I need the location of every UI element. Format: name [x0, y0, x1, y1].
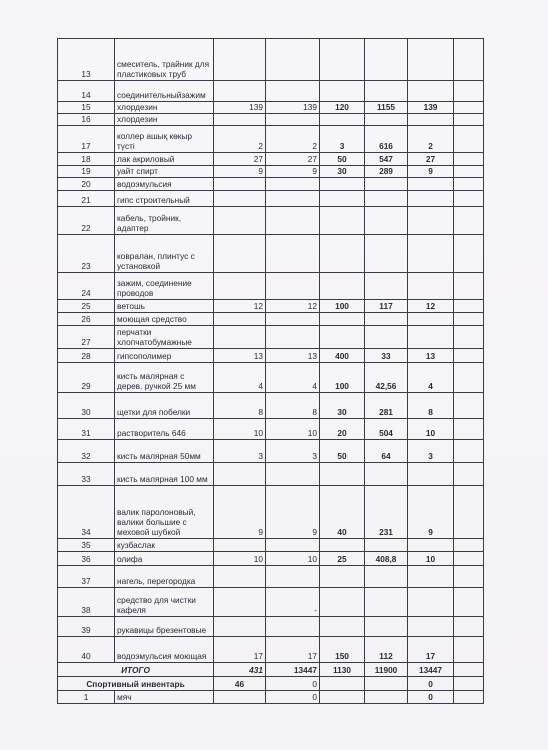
quantity-start: 8 [214, 393, 266, 419]
quantity-start: 139 [214, 102, 266, 114]
price: 30 [320, 166, 365, 178]
row-number: 25 [58, 300, 115, 313]
sum: 33 [365, 349, 408, 363]
sum [365, 178, 408, 191]
sum: 547 [365, 153, 408, 166]
row-number: 27 [58, 326, 115, 349]
table-row [58, 463, 484, 486]
table-row [58, 273, 484, 300]
item-name: олифа [115, 552, 214, 566]
item-name: валик паролоновый, валики большие с меховой шубкой [115, 486, 214, 539]
quantity-end: 4 [266, 363, 320, 393]
row-number: 21 [58, 191, 115, 207]
total-qty: 10 [408, 419, 454, 440]
quantity-start: 9 [214, 486, 266, 539]
price: 100 [320, 363, 365, 393]
item-name: щетки для побелки [115, 393, 214, 419]
item-name: кисть малярная 50мм [115, 440, 214, 463]
total-qty [408, 207, 454, 235]
quantity-end: 139 [266, 102, 320, 114]
quantity-start [214, 191, 266, 207]
quantity-start: 27 [214, 153, 266, 166]
sum: 64 [365, 440, 408, 463]
price [320, 588, 365, 617]
price: 50 [320, 440, 365, 463]
price: 30 [320, 393, 365, 419]
table-row [58, 166, 484, 178]
table-row [58, 126, 484, 153]
total-qty [408, 191, 454, 207]
empty-cell [454, 419, 484, 440]
section-row [58, 677, 484, 691]
table-row [58, 81, 484, 102]
empty-cell [454, 463, 484, 486]
sum [365, 617, 408, 637]
total-qty [408, 313, 454, 326]
price [320, 235, 365, 273]
empty-cell [320, 691, 365, 704]
sum: 42,56 [365, 363, 408, 393]
table-row [58, 637, 484, 663]
item-name: соединительныйзажим [115, 81, 214, 102]
table-row [58, 419, 484, 440]
empty-cell [454, 39, 484, 81]
item-name: гипс строительный [115, 191, 214, 207]
item-name: лак акриловый [115, 153, 214, 166]
total-label: ИТОГО [58, 663, 214, 677]
quantity-start: 12 [214, 300, 266, 313]
price: 150 [320, 637, 365, 663]
section-label: Спортивный инвентарь [58, 677, 214, 691]
row-number: 31 [58, 419, 115, 440]
price: 3 [320, 126, 365, 153]
empty-cell [454, 539, 484, 552]
table-row [58, 617, 484, 637]
price [320, 313, 365, 326]
total-row [58, 663, 484, 677]
table-row [58, 539, 484, 552]
total-qty: 10 [408, 552, 454, 566]
quantity-end: 9 [266, 486, 320, 539]
item-name: кисть малярная с дерев. ручкой 25 мм [115, 363, 214, 393]
item-name: моющая средство [115, 313, 214, 326]
item-name: хлордезин [115, 102, 214, 114]
total-qty [408, 114, 454, 126]
total-qty: 12 [408, 300, 454, 313]
total-qty [408, 178, 454, 191]
price: 25 [320, 552, 365, 566]
sum [365, 539, 408, 552]
table-body [58, 39, 484, 704]
row-number: 40 [58, 637, 115, 663]
empty-cell [454, 114, 484, 126]
sum: 112 [365, 637, 408, 663]
sum: 616 [365, 126, 408, 153]
item-name: кабель, тройник, адаптер [115, 207, 214, 235]
price: 20 [320, 419, 365, 440]
price [320, 617, 365, 637]
price: 50 [320, 153, 365, 166]
table-row [58, 153, 484, 166]
row-number: 28 [58, 349, 115, 363]
table-row [58, 440, 484, 463]
total-qty [408, 326, 454, 349]
table-row [58, 235, 484, 273]
total-qty [408, 617, 454, 637]
table-row [58, 39, 484, 81]
total-qty: 2 [408, 126, 454, 153]
quantity-end [266, 326, 320, 349]
total-qty: 3 [408, 440, 454, 463]
quantity-end: 0 [266, 691, 320, 704]
table-row [58, 393, 484, 419]
table-row [58, 349, 484, 363]
quantity-start [214, 114, 266, 126]
table-row [58, 114, 484, 126]
sum [365, 273, 408, 300]
quantity-start: 17 [214, 637, 266, 663]
total-qty: 13 [408, 349, 454, 363]
row-number: 17 [58, 126, 115, 153]
total-qty: 9 [408, 486, 454, 539]
price [320, 539, 365, 552]
item-name: средство для чистки кафеля [115, 588, 214, 617]
quantity-start: 2 [214, 126, 266, 153]
sum [365, 566, 408, 588]
table-row [58, 588, 484, 617]
total-quantity-start: 431 [214, 663, 266, 677]
price [320, 273, 365, 300]
quantity-end: 27 [266, 153, 320, 166]
item-name: хлордезин [115, 114, 214, 126]
empty-cell [454, 313, 484, 326]
sum [365, 81, 408, 102]
empty-cell [454, 191, 484, 207]
sum: 281 [365, 393, 408, 419]
sum [365, 191, 408, 207]
quantity-end: 8 [266, 393, 320, 419]
price [320, 178, 365, 191]
sum [365, 326, 408, 349]
table-row [58, 300, 484, 313]
row-number: 16 [58, 114, 115, 126]
empty-cell [454, 393, 484, 419]
item-name: рукавицы брезентовые [115, 617, 214, 637]
quantity-end: 17 [266, 637, 320, 663]
empty-cell [454, 588, 484, 617]
table-row [58, 178, 484, 191]
row-number: 29 [58, 363, 115, 393]
item-name: ветошь [115, 300, 214, 313]
quantity-end: 12 [266, 300, 320, 313]
sum: 408,8 [365, 552, 408, 566]
empty-cell [365, 691, 408, 704]
empty-cell [454, 486, 484, 539]
empty-cell [454, 81, 484, 102]
sum: 1155 [365, 102, 408, 114]
row-number: 15 [58, 102, 115, 114]
quantity-end [266, 191, 320, 207]
total-qty [408, 273, 454, 300]
total-qty [408, 39, 454, 81]
item-name: кузбаслак [115, 539, 214, 552]
empty-cell [454, 153, 484, 166]
item-name: гипсополимер [115, 349, 214, 363]
quantity-end [266, 81, 320, 102]
price: 400 [320, 349, 365, 363]
quantity-start [214, 588, 266, 617]
empty-cell [454, 349, 484, 363]
price [320, 81, 365, 102]
row-number: 33 [58, 463, 115, 486]
total-price: 1130 [320, 663, 365, 677]
empty-cell [454, 102, 484, 114]
item-name: ковралан, плинтус с установкой [115, 235, 214, 273]
sum [365, 114, 408, 126]
quantity-end: 9 [266, 166, 320, 178]
quantity-start: 10 [214, 552, 266, 566]
item-name: растворитель 646 [115, 419, 214, 440]
quantity-end [266, 463, 320, 486]
quantity-end: 13 [266, 349, 320, 363]
sum: 504 [365, 419, 408, 440]
total-qty: 9 [408, 166, 454, 178]
empty-cell [454, 566, 484, 588]
sum [365, 207, 408, 235]
quantity-end: 2 [266, 126, 320, 153]
total-qty [408, 539, 454, 552]
total-qty: 17 [408, 637, 454, 663]
row-number: 22 [58, 207, 115, 235]
row-number: 20 [58, 178, 115, 191]
table-row [58, 313, 484, 326]
quantity-start [214, 539, 266, 552]
item-name: зажим, соединение проводов [115, 273, 214, 300]
price: 100 [320, 300, 365, 313]
item-name: водоэмульсия моющая [115, 637, 214, 663]
empty-cell [214, 691, 266, 704]
total-qty [408, 566, 454, 588]
quantity-end [266, 566, 320, 588]
item-name: уайт спирт [115, 166, 214, 178]
row-number: 32 [58, 440, 115, 463]
empty-cell [454, 178, 484, 191]
row-number: 36 [58, 552, 115, 566]
empty-cell [365, 677, 408, 691]
item-name: кисть малярная 100 мм [115, 463, 214, 486]
quantity-start: 3 [214, 440, 266, 463]
row-number: 34 [58, 486, 115, 539]
quantity-end [266, 273, 320, 300]
sum: 289 [365, 166, 408, 178]
price [320, 566, 365, 588]
item-name: смеситель, трайник для пластиковых труб [115, 39, 214, 81]
price [320, 463, 365, 486]
row-number: 38 [58, 588, 115, 617]
empty-cell [454, 273, 484, 300]
section-quantity-end: 0 [266, 677, 320, 691]
table-row [58, 207, 484, 235]
quantity-start [214, 617, 266, 637]
inventory-table [57, 38, 484, 704]
quantity-start [214, 81, 266, 102]
quantity-start [214, 313, 266, 326]
table-row [58, 691, 484, 704]
empty-cell [454, 300, 484, 313]
quantity-start: 10 [214, 419, 266, 440]
total-sum: 11900 [365, 663, 408, 677]
price [320, 191, 365, 207]
sum: 231 [365, 486, 408, 539]
quantity-end: 10 [266, 552, 320, 566]
quantity-end: 10 [266, 419, 320, 440]
item-name: мяч [115, 691, 214, 704]
item-name: нагель, перегородка [115, 566, 214, 588]
sum [365, 463, 408, 486]
sum [365, 235, 408, 273]
empty-cell [454, 617, 484, 637]
empty-cell [454, 166, 484, 178]
sum [365, 39, 408, 81]
row-number: 39 [58, 617, 115, 637]
row-number: 19 [58, 166, 115, 178]
row-number: 30 [58, 393, 115, 419]
table-row [58, 363, 484, 393]
sum [365, 588, 408, 617]
quantity-end [266, 114, 320, 126]
empty-cell [454, 235, 484, 273]
quantity-end [266, 539, 320, 552]
empty-cell [454, 663, 484, 677]
table-row [58, 486, 484, 539]
quantity-start: 13 [214, 349, 266, 363]
total-qty [408, 463, 454, 486]
row-number: 26 [58, 313, 115, 326]
item-name: водоэмульсия [115, 178, 214, 191]
total-qty: 13447 [408, 663, 454, 677]
quantity-end: 3 [266, 440, 320, 463]
quantity-end [266, 617, 320, 637]
quantity-start: 9 [214, 166, 266, 178]
row-number: 1 [58, 691, 115, 704]
quantity-start [214, 207, 266, 235]
quantity-end [266, 178, 320, 191]
row-number: 24 [58, 273, 115, 300]
quantity-start: 4 [214, 363, 266, 393]
empty-cell [454, 326, 484, 349]
empty-cell [454, 207, 484, 235]
empty-cell [454, 363, 484, 393]
item-name: перчатки хлопчатобумажные [115, 326, 214, 349]
price: 40 [320, 486, 365, 539]
row-number: 35 [58, 539, 115, 552]
table-row [58, 102, 484, 114]
total-qty: 139 [408, 102, 454, 114]
row-number: 37 [58, 566, 115, 588]
price [320, 207, 365, 235]
total-qty [408, 81, 454, 102]
item-name: коллер ашық көкыр түсті [115, 126, 214, 153]
sum [365, 313, 408, 326]
empty-cell [454, 552, 484, 566]
quantity-start [214, 273, 266, 300]
quantity-end: - [266, 588, 320, 617]
table-row [58, 326, 484, 349]
price [320, 114, 365, 126]
quantity-end [266, 313, 320, 326]
price: 120 [320, 102, 365, 114]
empty-cell [454, 126, 484, 153]
empty-cell [454, 691, 484, 704]
row-number: 18 [58, 153, 115, 166]
quantity-start [214, 463, 266, 486]
total-qty: 0 [408, 691, 454, 704]
price [320, 326, 365, 349]
quantity-end [266, 207, 320, 235]
empty-cell [320, 677, 365, 691]
row-number: 14 [58, 81, 115, 102]
total-qty [408, 235, 454, 273]
total-qty: 8 [408, 393, 454, 419]
section-quantity-start: 46 [214, 677, 266, 691]
total-qty [408, 588, 454, 617]
row-number: 23 [58, 235, 115, 273]
table-row [58, 566, 484, 588]
table-row [58, 552, 484, 566]
quantity-start [214, 566, 266, 588]
quantity-start [214, 178, 266, 191]
empty-cell [454, 440, 484, 463]
total-qty: 27 [408, 153, 454, 166]
quantity-start [214, 326, 266, 349]
price [320, 39, 365, 81]
table-row [58, 191, 484, 207]
total-qty: 4 [408, 363, 454, 393]
section-total-qty: 0 [408, 677, 454, 691]
quantity-start [214, 235, 266, 273]
sum: 117 [365, 300, 408, 313]
quantity-end [266, 235, 320, 273]
quantity-end [266, 39, 320, 81]
total-quantity-end: 13447 [266, 663, 320, 677]
quantity-start [214, 39, 266, 81]
row-number: 13 [58, 39, 115, 81]
empty-cell [454, 637, 484, 663]
empty-cell [454, 677, 484, 691]
